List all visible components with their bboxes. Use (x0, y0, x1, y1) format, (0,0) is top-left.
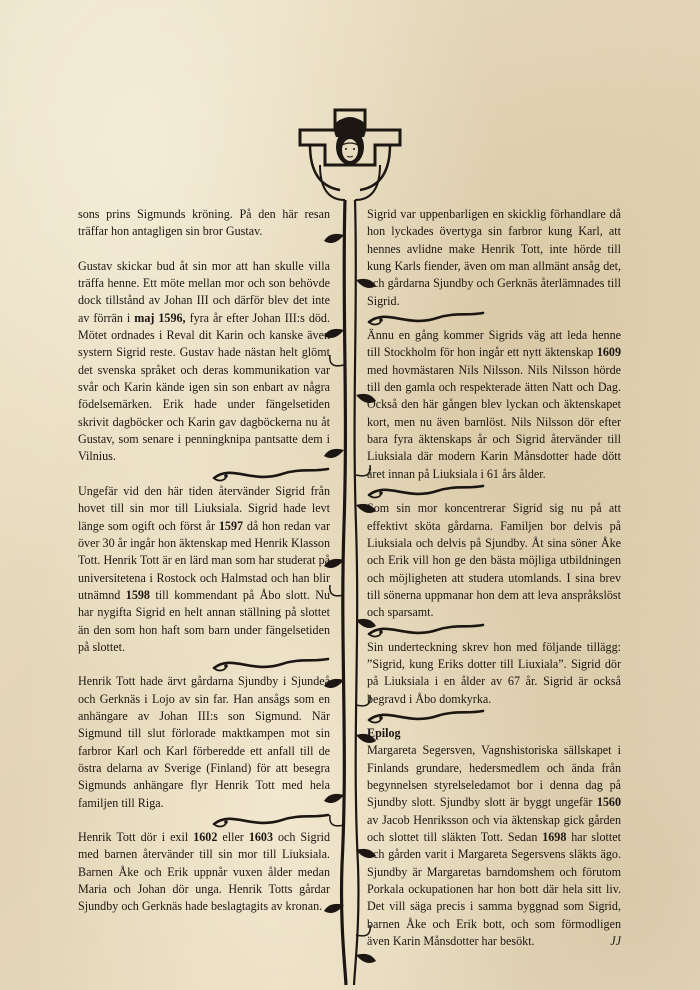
flourish-swash (367, 483, 485, 500)
paragraph: Som sin mor koncentrerar Sigrid sig nu på att effektivt sköta gårdarna. Familjen bor delvis på Liuksiala och delvis på Sjundby. Åt sina söner Åke och Erik vill hon ge den bästa möjliga utbildningen och möjligheten att studera utomlands. I sina brev till sönerna uppmanar hon dem att leva anspråkslöst och sparsamt. (367, 501, 621, 620)
year-highlight: 1602 (193, 830, 218, 844)
flourish-swash (212, 656, 330, 673)
author-signature: JJ (610, 934, 621, 949)
year-highlight: 1597 (218, 518, 244, 533)
flourish-swash (212, 812, 330, 829)
epilog-heading: Epilog (367, 725, 401, 740)
year-highlight: 1598 (125, 587, 150, 602)
paragraph: sons prins Sigmunds kröning. På den här resan träffar hon antagligen sin bror Gustav. (78, 207, 330, 239)
flourish-swash (212, 466, 330, 483)
year-highlight: 1603 (248, 830, 274, 844)
vine-tendrils (330, 355, 370, 936)
vine-stems (342, 200, 359, 985)
paragraph: Sigrid var uppenbarligen en skicklig förhandlare då hon lyckades övertyga sin farbror kung Karl, att hennes avlidne make Henrik Tott, inte hörde till kung Karls fiender, även om man allmänt ansåg det, och gårdarna Sjundby och Gerknäs återlämnades till Sigrid. (367, 207, 621, 308)
year-highlight: 1560 (596, 795, 621, 810)
left-text-column (78, 206, 330, 916)
year-highlight: maj 1596, (134, 310, 186, 325)
year-highlight: 1609 (596, 345, 621, 360)
paragraph: Ännu en gång kommer Sigrids väg att leda henne till Stockholm för hon ingår ett nytt äktenskap 1609 med hovmästaren Nils Nilsson. Nils Nilsson hörde till den gamla och respekterade ätten Natt och Dag. Också den här gången blev lyckan och äktenskapet kort, men nu även barnlöst. Nils Nilsson dör efter bara fyra äktenskaps år och Sigrid återvänder till Liuksiala där modern Karin Månsdotter hade dött året innan på Liuksiala i 61 års ålder. (367, 328, 621, 481)
flourish-swash (367, 622, 485, 639)
paragraph: Henrik Tott hade ärvt gårdarna Sjundby i Sjundeå och Gerknäs i Lojo av sin far. Han ansågs som en anhängare av Johan III:s son Sigmund. När Sigmund till slut förlorade maktkampen mot sin farbror Karl och Karl förberedde ett anfall till de östra delarna av Sverige (Finland) för att besegra Sigmunds anhängare flyr Henrik Tott med hela familjen till Riga. (78, 674, 330, 810)
year-highlight: 1698 (542, 830, 567, 844)
paragraph: Sin underteckning skrev hon med följande tillägg: ”Sigrid, kung Eriks dotter till Liuxiala”. Sigrid dör på Liuksiala i en ålder av 67 år. Sigrid är också begravd i Åbo domkyrka. (367, 639, 621, 706)
paragraph: Ungefär vid den här tiden återvänder Sigrid från hovet till sin mor till Liuksiala. Sigrid hade levt länge som ogift och först år 1597 då hon redan var över 30 år ingår hon äktenskap med Henrik Klasson Tott. Henrik Tott är en lärd man som har studerat på universitetena i Rostock och Halmstad och han blir utnämnd 1598 till kommendant på Åbo slott. Nu har nygifta Sigrid en helt annan ställning på slottet än den som hon haft som barn under fängelsetiden på slottet. (78, 483, 330, 654)
paragraph: Henrik Tott dör i exil 1602 eller 1603 och Sigrid med barnen återvänder till sin mor till Liuksiala. Barnen Åke och Erik uppnår vuxen ålder medan Maria och Johan dör unga. Henrik Totts gårdar Sjundby och Gerknäs hade beslagtagits av kronan. (78, 830, 331, 914)
right-text-column (367, 206, 621, 950)
woman-portrait-icon (334, 117, 366, 165)
flourish-swash (367, 310, 485, 327)
paragraph: Margareta Segersven, Vagnshistoriska sällskapet i Finlands grundare, hedersmedlem och ända från begynnelsen styrelseledamot bor i denna dag på Sjundby slott. Sjundby slott är byggt ungefär 1560 av Jacob Henriksson och via äktenskap gick gården och slottet till släkten Tott. Sedan 1698 har slottet och gården varit i Margareta Segersvens släkts ägo. Sjundby är Margaretas barndomshem och förutom Porkala ockupationen har hon bott där hela sitt liv. Det vill säga precis i samma byggnad som Sigrid, barnen Åke och Erik bott, och som förmodligen även Karin Månsdotter har besökt. JJ (367, 742, 621, 950)
paragraph: Gustav skickar bud åt sin mor att han skulle villa träffa henne. Ett möte mellan mor och son behövde dock tillstånd av Johan III och därför blev det inte av förrän i maj 1596, fyra år efter Johan III:s död. Mötet ordnades i Reval dit Karin och kanske även systern Sigrid reste. Gustav hade nästan helt glömt det svenska språket och deras kommunikation var svår och Karin kände igen sin son enbart av några födelsemärken. Erik hade under fängelsetiden skrivit dagböcker och Karin gav dagböckerna nu åt Gustav, som senare i penningknipa pantsatte dem i Vilnius. (78, 258, 330, 464)
paragraph-gap (78, 241, 330, 258)
flourish-swash (367, 708, 485, 725)
